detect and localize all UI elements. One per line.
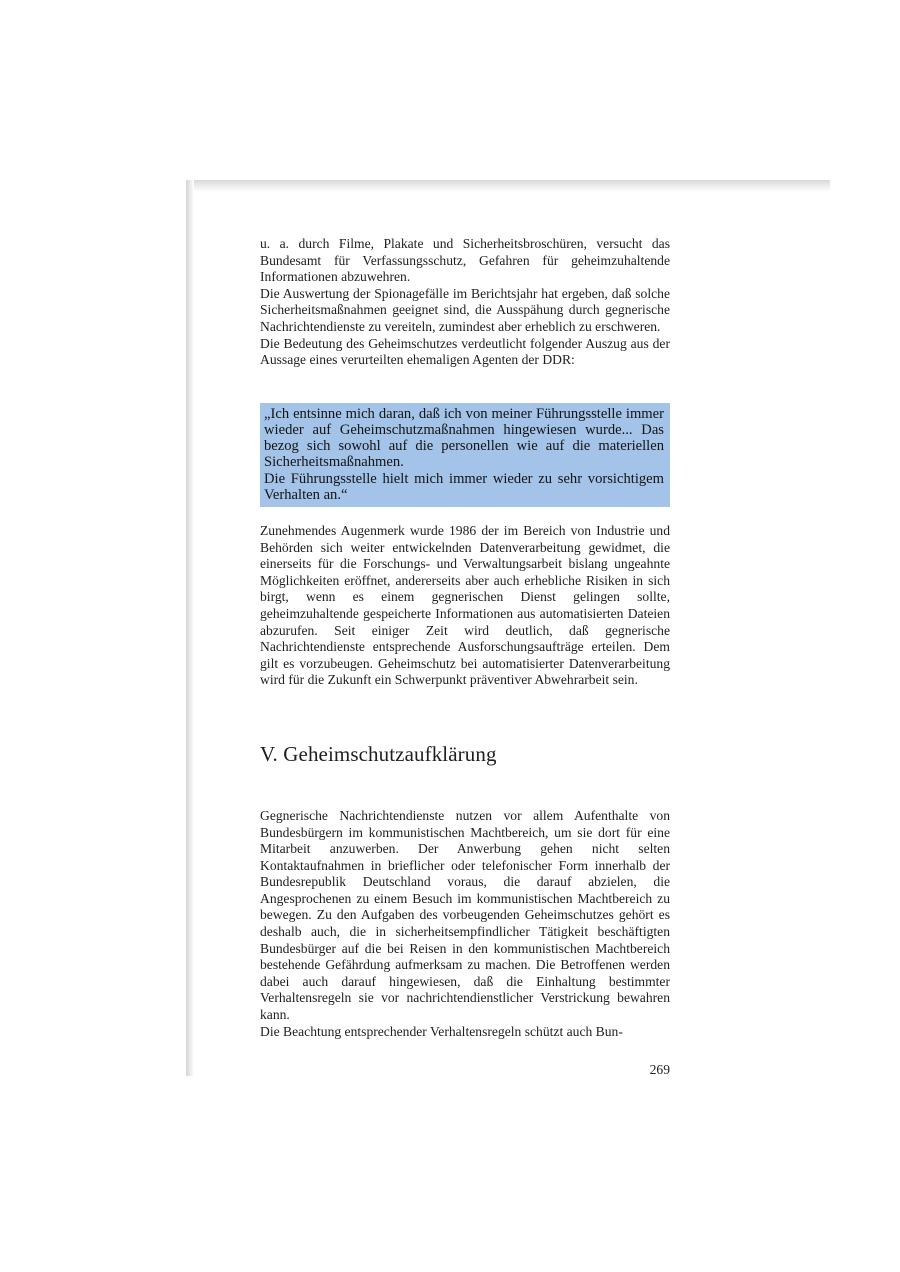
paragraph-6: Die Beachtung entsprechender Verhaltensregeln schützt auch Bun- xyxy=(260,1023,623,1039)
paragraph-1: u. a. durch Filme, Plakate und Sicherheitsbroschüren, versucht das Bundesamt für Verfassungsschutz, Gefahren für geheimzuhaltende Informationen abzuwehren. xyxy=(260,236,670,285)
section-heading: V. Geheimschutzaufklärung xyxy=(260,741,497,766)
scan-shadow-left xyxy=(186,180,194,1076)
paragraph-4: Zunehmendes Augenmerk wurde 1986 der im Bereich von Industrie und Behörden sich weiter entwickelnden Datenverarbeitung gewidmet, die einerseits für die Forschungs- und Verwaltungsarbeit bislang ungeahnte Möglichkeiten eröffnet, andererseits aber auch erhebliche Risiken in sich birgt, wenn es einem gegnerischen Dienst gelingen sollte, geheimzuhaltende gespeicherte Informationen aus automatisierten Dateien abzurufen. Seit einiger Zeit wird deutlich, daß gegnerische Nachrichtendienste entsprechende Ausforschungsaufträge erteilen. Dem gilt es vorzubeugen. Geheimschutz bei automatisierter Datenverarbeitung wird für die Zukunft ein Schwerpunkt präventiver Abwehrarbeit sein. xyxy=(260,522,670,688)
paragraph-2: Die Auswertung der Spionagefälle im Berichtsjahr hat ergeben, daß solche Sicherheitsmaßnahmen geeignet sind, die Ausspähung durch gegnerische Nachrichtendienste zu vereiteln, zumindest aber erheblich zu erschweren. xyxy=(260,285,670,334)
quote-part-1: „Ich entsinne mich daran, daß ich von meiner Führungsstelle immer wieder auf Geheimschutzmaßnahmen hingewiesen wurde... Das bezog sich sowohl auf die personellen wie auf die materiellen Sicherheitsmaßnahmen. xyxy=(264,405,664,471)
highlighted-quote xyxy=(260,403,670,507)
paragraph-3: Die Bedeutung des Geheimschutzes verdeutlicht folgender Auszug aus der Aussage eines verurteilten ehemaligen Agenten der DDR: xyxy=(260,335,670,368)
document-page xyxy=(260,236,670,1079)
quote-part-2: Die Führungsstelle hielt mich immer wieder zu sehr vorsichtigem Verhalten an.“ xyxy=(264,470,664,503)
page-number: 269 xyxy=(649,1062,670,1078)
scan-shadow-top xyxy=(186,180,830,192)
paragraph-5: Gegnerische Nachrichtendienste nutzen vor allem Aufenthalte von Bundesbürgern im kommunistischen Machtbereich, um sie dort für eine Mitarbeit anzuwerben. Der Anwerbung gehen nicht selten Kontaktaufnahmen in brieflicher oder telefonischer Form innerhalb der Bundesrepublik Deutschland voraus, die darauf abzielen, die Angesprochenen zu einem Besuch im kommunistischen Machtbereich zu bewegen. Zu den Aufgaben des vorbeugenden Geheimschutzes gehört es deshalb auch, die in sicherheitsempfindlicher Tätigkeit beschäftigten Bundesbürger auf die bei Reisen in den kommunistischen Machtbereich bestehende Gefährdung aufmerksam zu machen. Die Betroffenen werden dabei auch darauf hingewiesen, daß die Einhaltung bestimmter Verhaltensregeln sie vor nachrichtendienstlicher Verstrickung bewahren kann. xyxy=(260,807,670,1023)
